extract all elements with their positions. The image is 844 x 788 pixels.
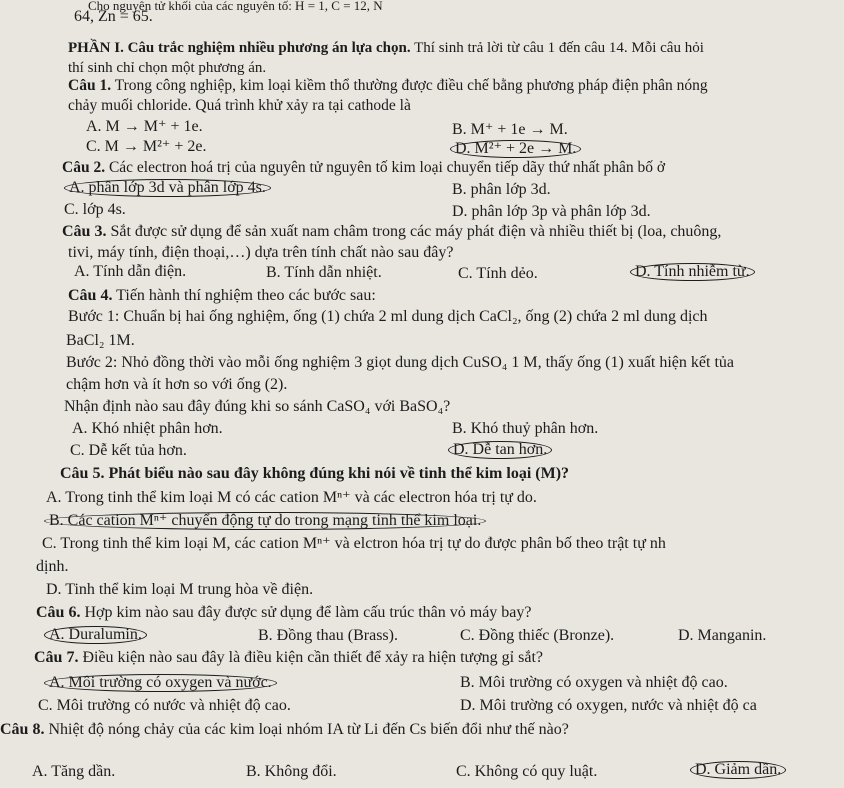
selected-option: D. M²⁺ + 2e → M.	[450, 140, 581, 158]
part-instruction: Thí sinh trả lời từ câu 1 đến câu 14. Mỗi câu hỏi	[414, 40, 704, 56]
question-1	[68, 76, 708, 96]
question-3	[62, 222, 721, 242]
question-text: Bước 2: Nhỏ đồng thời vào mỗi ống nghiệm 3 giọt dung dịch CuSO₄ 1 M, thấy ống (1) xuất hiện kết tủa	[66, 354, 734, 371]
question-7	[34, 648, 543, 668]
question-2	[62, 158, 665, 178]
option-d-selected[interactable]	[690, 760, 786, 780]
option-a[interactable]: A. Khó nhiệt phân hơn.	[72, 420, 223, 437]
option-b[interactable]: B. phân lớp 3d.	[452, 181, 551, 198]
option-c[interactable]: C. Dễ kết tủa hơn.	[70, 442, 187, 459]
question-text: dịnh.	[36, 558, 69, 575]
option-c[interactable]: C. Tính dẻo.	[458, 265, 538, 282]
header-line: Cho nguyên tử khối của các nguyên tố: H = 1, C = 12, N	[88, 0, 383, 13]
question-text: chảy muối chloride. Quá trình khử xảy ra tại cathode là	[68, 97, 411, 114]
option-c[interactable]: C. Trong tinh thể kim loại M, các cation Mⁿ⁺ và elctron hóa trị tự do được phân bố theo trật tự nh	[42, 535, 666, 552]
option-a[interactable]: A. Trong tinh thể kim loại M có các cation Mⁿ⁺ và các electron hóa trị tự do.	[46, 489, 537, 506]
question-text: Trong công nghiệp, kim loại kiềm thổ thường được điều chế bằng phương pháp điện phân nóng	[114, 77, 708, 94]
question-label: Câu 3.	[62, 223, 107, 240]
question-4	[68, 286, 376, 306]
selected-option: A. phân lớp 3d và phân lớp 4s.	[64, 179, 271, 197]
option-b[interactable]: B. Khó thuỷ phân hơn.	[452, 420, 599, 437]
question-text: Bước 1: Chuẩn bị hai ống nghiệm, ống (1) chứa 2 ml dung dịch CaCl₂, ống (2) chứa 2 ml dung dịch	[68, 308, 708, 325]
option-d-selected[interactable]	[630, 262, 755, 282]
question-text: chậm hơn và ít hơn so với ống (2).	[66, 376, 288, 393]
question-text: Sắt được sử dụng để sản xuất nam châm trong các máy phát điện và nhiều thiết bị (loa, chuông,	[110, 223, 722, 240]
question-text: Tiến hành thí nghiệm theo các bước sau:	[116, 287, 376, 304]
question-label: Câu 1.	[68, 77, 112, 94]
part-instruction-2: thí sinh chỉ chọn một phương án.	[68, 60, 267, 76]
option-c[interactable]: C. lớp 4s.	[64, 201, 126, 218]
option-d[interactable]: D. Manganin.	[678, 627, 767, 644]
question-text: Nhận định nào sau đây đúng khi so sánh CaSO₄ với BaSO₄?	[64, 398, 451, 415]
option-b[interactable]: B. Tính dẫn nhiệt.	[266, 264, 382, 281]
question-label: Câu 2.	[62, 159, 106, 176]
option-a[interactable]: A. M → M⁺ + 1e.	[86, 118, 203, 135]
question-text: BaCl₂ 1M.	[66, 332, 135, 349]
option-b[interactable]: B. Không đổi.	[246, 763, 337, 780]
option-c[interactable]: C. Không có quy luật.	[456, 763, 598, 780]
option-c[interactable]: C. M → M²⁺ + 2e.	[86, 138, 207, 155]
option-b-selected[interactable]	[44, 511, 486, 531]
question-text: Điều kiện nào sau đây là điều kiện cần thiết để xảy ra hiện tượng gỉ sắt?	[82, 649, 543, 666]
option-b[interactable]: B. M⁺ + 1e → M.	[452, 121, 568, 138]
option-d[interactable]: D. Tinh thể kim loại M trung hòa về điện.	[46, 581, 314, 598]
part-heading	[68, 38, 704, 58]
question-8	[0, 720, 569, 740]
option-a-selected[interactable]	[64, 178, 271, 198]
question-label: Câu 4.	[68, 287, 113, 304]
part-title: PHẦN I. Câu trắc nghiệm nhiều phương án lựa chọn.	[68, 40, 411, 56]
option-a-selected[interactable]	[44, 673, 277, 693]
question-text: Các electron hoá trị của nguyên tử nguyên tố kim loại chuyển tiếp dãy thứ nhất phân bố ở	[108, 159, 666, 176]
option-d[interactable]: D. phân lớp 3p và phân lớp 3d.	[452, 203, 651, 220]
question-text: tivi, máy tính, điện thoại,…) dựa trên tính chất nào sau đây?	[68, 244, 454, 261]
question-label: Câu 6.	[36, 604, 81, 621]
selected-option: D. Giảm dần.	[690, 761, 786, 779]
question-label: Câu 5.	[60, 465, 105, 482]
option-a[interactable]: A. Tăng dần.	[32, 763, 116, 780]
option-c[interactable]: C. Môi trường có nước và nhiệt độ cao.	[38, 697, 291, 714]
selected-option: A. Duralumin.	[44, 626, 147, 644]
option-b[interactable]: B. Môi trường có oxygen và nhiệt độ cao.	[460, 674, 728, 691]
option-a[interactable]: A. Tính dẫn điện.	[74, 263, 187, 280]
question-text: Nhiệt độ nóng chảy của các kim loại nhóm IA từ Li đến Cs biến đổi như thế nào?	[48, 721, 569, 738]
option-a-selected[interactable]	[44, 625, 147, 645]
question-text: Phát biểu nào sau đây không đúng khi nói về tinh thể kim loại (M)?	[108, 465, 570, 482]
option-d-selected[interactable]	[448, 440, 552, 460]
question-label: Câu 7.	[34, 649, 79, 666]
question-6	[36, 603, 532, 623]
question-5	[60, 464, 569, 484]
selected-option: D. Tính nhiễm từ.	[630, 263, 755, 281]
question-text: Hợp kim nào sau đây được sử dụng để làm cấu trúc thân vỏ máy bay?	[84, 604, 532, 621]
selected-option: A. Môi trường có oxygen và nước.	[44, 674, 277, 692]
selected-option: D. Dễ tan hơn.	[448, 441, 552, 459]
option-b[interactable]: B. Đồng thau (Brass).	[258, 627, 398, 644]
header-line-2: 64, Zn = 65.	[74, 8, 153, 25]
selected-option: B. Các cation Mⁿ⁺ chuyển động tự do trong mạng tinh thể kim loại.	[44, 512, 486, 530]
question-label: Câu 8.	[0, 721, 45, 738]
option-c[interactable]: C. Đồng thiếc (Bronze).	[460, 627, 615, 644]
option-d-selected[interactable]	[450, 139, 581, 159]
option-d[interactable]: D. Môi trường có oxygen, nước và nhiệt độ ca	[460, 697, 757, 714]
